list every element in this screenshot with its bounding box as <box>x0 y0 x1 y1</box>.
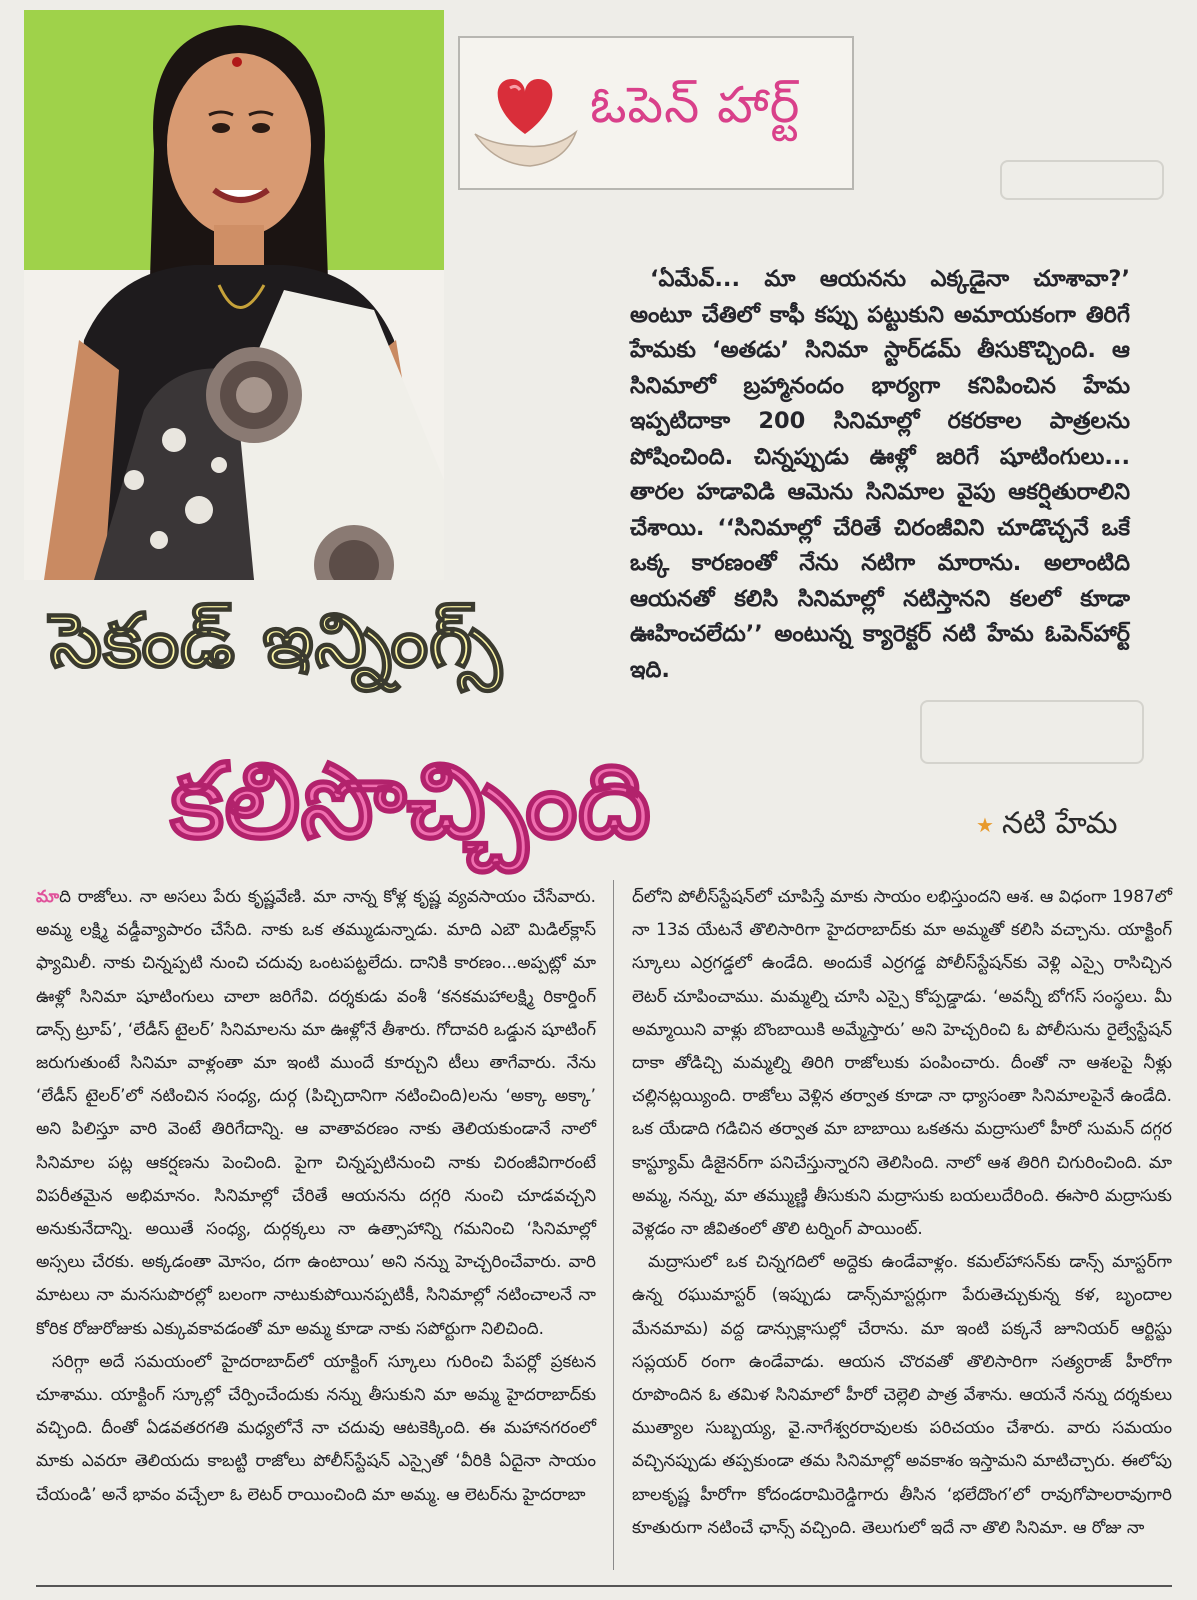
heart-in-hands-icon <box>470 54 580 172</box>
byline <box>976 806 1118 848</box>
portrait-illustration <box>24 10 444 580</box>
intro-paragraph <box>630 262 1130 688</box>
byline-name: నటి హేమ <box>1001 806 1118 841</box>
column-1-text-1: ది రాజోలు. నా అసలు పేరు కృష్ణవేణి. మా నాన్న కోళ్ల కృష్ణ వ్యవసాయం చేసేవారు. అమ్మ లక్ష్మి వడ్డీవ్యాపారం చేసేది. నాకు ఒక తమ్ముడున్నాడు. మాది ఎబౌ మిడిల్‌క్లాస్ ఫ్యామిలీ. నాకు చిన్నప్పటి నుంచి చదువు ఒంటపట్టలేదు. దానికి కారణం...అప్పట్లో మా ఊళ్లో సినిమా షూటింగులు చాలా జరిగేవి. దర్శకుడు వంశీ ‘కనకమహాలక్ష్మి రికార్డింగ్ డాన్స్ ట్రూప్’, ‘లేడీస్ టైలర్’ సినిమాలను మా ఊళ్లోనే తీశారు. గోదావరి ఒడ్డున షూటింగ్ జరుగుతుంటే సినిమా వాళ్లంతా మా ఇంటి ముందే కూర్చుని టీలు తాగేవారు. నేను ‘లేడీస్ టైలర్’లో నటించిన సంధ్య, దుర్గ (పిచ్చిదానిగా నటించింది)లను ‘అక్కా అక్కా’ అని పిలిస్తూ వారి వెంటే తిరిగేదాన్ని. ఆ వాతావరణం నాకు తెలియకుండానే నాలో సినిమాల పట్ల ఆకర్షణను పెంచింది. పైగా చిన్నప్పటినుంచి నాకు చిరంజీవిగారంటే విపరీతమైన అభిమానం. సినిమాల్లో చేరితే ఆయనను దగ్గరి నుంచి చూడవచ్చని అనుకునేదాన్ని. అయితే సంధ్య, దుర్గక్కలు నా ఉత్సాహాన్ని గమనించి ‘సినిమాల్లో అస్సలు చేరకు. అక్కడంతా మోసం, దగా ఉంటాయి’ అని నన్ను హెచ్చరించేవారు. వారి మాటలు నా మనసుపొరల్లో బలంగా నాటుకుపోయినప్పటికీ, సినిమాల్లో నటించాలనే నా కోరిక రోజురోజుకు ఎక్కువకావడంతో మా అమ్మ కూడా నాకు సపోర్టుగా నిలిచింది. <box>36 886 596 1338</box>
bleed-through-box <box>1000 160 1164 200</box>
column-1-paragraph-2: సరిగ్గా అదే సమయంలో హైదరాబాద్‌లో యాక్టింగ్ స్కూలు గురించి పేపర్లో ప్రకటన చూశాము. యాక్టింగ్ స్కూల్లో చేర్పించేందుకు నన్ను తీసుకుని మా అమ్మ హైదరాబాద్‌కు వచ్చింది. దీంతో ఏడవతరగతి మధ్యలోనే నా చదువు ఆటకెక్కింది. ఈ మహానగరంలో మాకు ఎవరూ తెలియదు కాబట్టి రాజోలు పోలీస్‌స్టేషన్ ఎస్సైతో ‘వీరికి ఏదైనా సాయం చేయండి’ అనే భావం వచ్చేలా ఓ లెటర్ రాయించింది మా అమ్మ. ఆ లెటర్‌ను హైదరాబా <box>36 1350 596 1504</box>
page-bottom-rule <box>36 1585 1172 1587</box>
open-heart-logo <box>458 36 854 190</box>
headline-line-2: కలిసొచ్చింది <box>170 740 652 862</box>
logo-title: ఓపెన్ హార్ట్ <box>590 76 801 134</box>
intro-text: ‘ఏమేవ్... మా ఆయనను ఎక్కడైనా చూశావా?’ అంటూ చేతిలో కాఫీ కప్పు పట్టుకుని అమాయకంగా తిరిగే హేమకు ‘అతడు’ సినిమా స్టార్‌డమ్ తీసుకొచ్చింది. ఆ సినిమాలో బ్రహ్మానందం భార్యగా కనిపించిన హేమ ఇప్పటిదాకా 200 సినిమాల్లో రకరకాల పాత్రలను పోషించింది. చిన్నప్పుడు ఊళ్లో జరిగే షూటింగులు... తారల హడావిడి ఆమెను సినిమాల వైపు ఆకర్షితురాలిని చేశాయి. ‘‘సినిమాల్లో చేరితే చిరంజీవిని చూడొచ్చనే ఒకే ఒక్క కారణంతో నేను నటిగా మారాను. అలాంటిది ఆయనతో కలిసి సినిమాల్లో నటిస్తానని కలలో కూడా ఊహించలేదు’’ అంటున్న క్యారెక్టర్ నటి హేమ ఓపెన్‌హార్ట్ ఇది. <box>630 266 1130 683</box>
star-icon: ★ <box>976 812 994 837</box>
drop-cap: మా <box>36 886 60 906</box>
article-column-2 <box>632 880 1172 1544</box>
column-2-paragraph-2: మద్రాసులో ఒక చిన్నగదిలో అద్దెకు ఉండేవాళ్లం. కమల్‌హాసన్‌కు డాన్స్ మాస్టర్‌గా ఉన్న రఘుమాస్టర్ (ఇప్పుడు డాన్స్‌మాస్టర్లుగా పేరుతెచ్చుకున్న కళ, బృందాల మేనమామ) వద్ద డాన్సుక్లాసుల్లో చేరాను. మా ఇంటి పక్కనే జూనియర్ ఆర్టిస్టు సప్లయర్ రంగా ఉండేవాడు. ఆయన చొరవతో తొలిసారిగా సత్యరాజ్ హీరోగా రూపొందిన ఓ తమిళ సినిమాలో హీరో చెల్లెలి పాత్ర వేశాను. ఆయనే నన్ను దర్శకులు ముత్యాల సుబ్బయ్య, వై.నాగేశ్వరరావులకు పరిచయం చేశారు. వారు సమయం వచ్చినప్పుడు తప్పకుండా తమ సినిమాల్లో అవకాశం ఇస్తామని మాటిచ్చారు. ఈలోపు బాలకృష్ణ హీరోగా కోదండరామిరెడ్డిగారు తీసిన ‘భలేదొంగ’లో రావుగోపాలరావుగారి కూతురుగా నటించే ఛాన్స్ వచ్చింది. తెలుగులో ఇదే నా తొలి సినిమా. ఆ రోజు నా <box>632 1251 1172 1537</box>
headline-line-1: సెకండ్ ఇన్నింగ్స్ <box>50 598 503 684</box>
portrait-photo <box>24 10 444 580</box>
column-divider <box>613 880 614 1570</box>
column-1-paragraph-1 <box>36 880 596 1345</box>
article-column-1 <box>36 880 596 1511</box>
column-2-paragraph-1: ద్‌లోని పోలీస్‌స్టేషన్‌లో చూపిస్తే మాకు సాయం లభిస్తుందని ఆశ. ఆ విధంగా 1987లో నా 13వ యేటనే తొలిసారిగా హైదరాబాద్‌కు మా అమ్మతో కలిసి వచ్చాను. యాక్టింగ్ స్కూలు ఎర్రగడ్డలో ఉండేది. అందుకే ఎర్రగడ్డ పోలీస్‌స్టేషన్‌కు వెళ్లి ఎస్సై రాసిచ్చిన లెటర్ చూపించాము. మమ్మల్ని చూసి ఎస్సై కోప్పడ్డాడు. ‘అవన్నీ బోగస్ సంస్థలు. మీ అమ్మాయిని వాళ్లు బొంబాయికి అమ్మేస్తారు’ అని హెచ్చరించి ఓ పోలీసును రైల్వేస్టేషన్ దాకా తోడిచ్చి మమ్మల్ని తిరిగి రాజోలుకు పంపించారు. దీంతో నా ఆశలపై నీళ్లు చల్లినట్లయ్యింది. రాజోలు వెళ్లిన తర్వాత కూడా నా ధ్యాసంతా సినిమాలపైనే ఉండేది. ఒక యేడాది గడిచిన తర్వాత మా బాబాయి ఒకతను మద్రాసులో హీరో సుమన్ దగ్గర కాస్ట్యూమ్ డిజైనర్‌గా పనిచేస్తున్నారని తెలిసింది. నాలో ఆశ తిరిగి చిగురించింది. మా అమ్మ, నన్ను, మా తమ్ముణ్ణి తీసుకుని మద్రాసుకు బయలుదేరింది. ఈసారి మద్రాసుకు వెళ్లడం నా జీవితంలో తొలి టర్నింగ్ పాయింట్. <box>632 886 1172 1239</box>
bleed-through-box <box>920 700 1144 764</box>
